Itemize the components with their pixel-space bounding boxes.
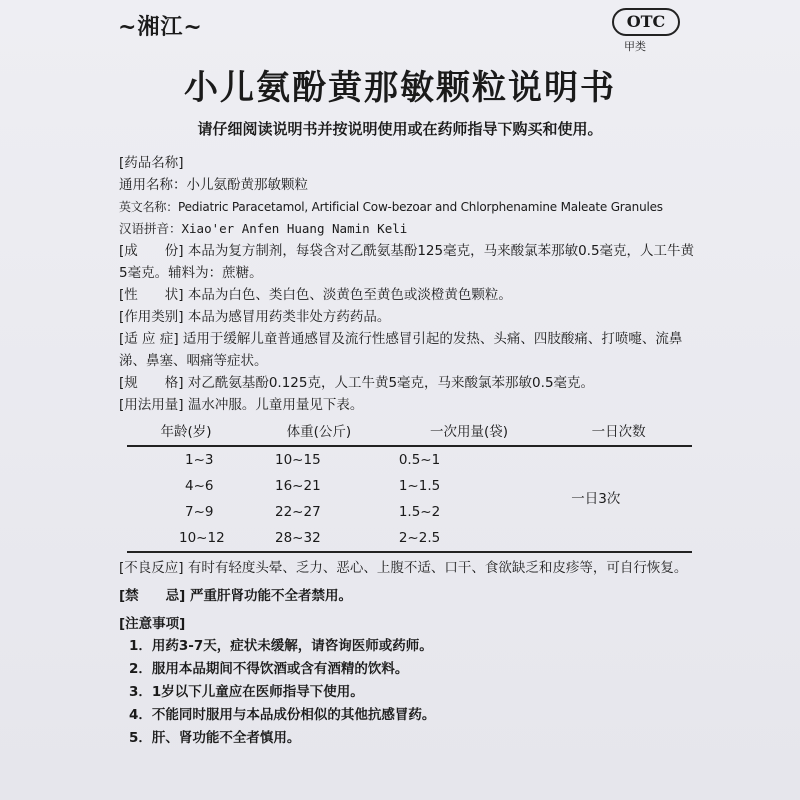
cell-dose: 0.5~1	[398, 452, 441, 468]
list-item: 5．肝、肾功能不全者慎用。	[129, 730, 301, 746]
table-row	[127, 446, 692, 473]
cell-dose: 1.5~2	[398, 504, 441, 520]
list-item: 1．用药3-7天，症状未缓解，请咨询医师或药师。	[129, 638, 433, 654]
otc-badge: OTC	[612, 8, 680, 36]
header-dose: 一次用量(袋)	[393, 420, 545, 446]
specification: [规 格] 对乙酰氨基酚0.125克，人工牛黄5毫克，马来酸氯苯那敏0.5毫克。	[119, 375, 595, 391]
page-subtitle: 请仔细阅读说明书并按说明使用或在药师指导下购买和使用。	[197, 120, 603, 138]
cell-dose: 1~1.5	[398, 478, 441, 494]
page-title: 小儿氨酚黄那敏颗粒说明书	[184, 68, 616, 108]
header-daily: 一日次数	[545, 420, 692, 446]
cell-weight: 28~32	[245, 525, 393, 552]
cell-daily-times: 一日3次	[545, 446, 692, 552]
notice-list	[119, 635, 699, 750]
cell-dose: 2~2.5	[393, 525, 545, 552]
notice-header: [注意事项]	[119, 616, 186, 632]
generic-name: 通用名称：小儿氨酚黄那敏颗粒	[119, 177, 308, 193]
list-item: 2．服用本品期间不得饮酒或含有酒精的饮料。	[129, 661, 409, 677]
cell-age: 1~3	[185, 452, 214, 468]
cell-age: 4~6	[185, 478, 214, 494]
composition: [成 份] 本品为复方制剂，每袋含对乙酰氨基酚125毫克，马来酸氯苯那敏0.5毫克，人工牛黄5毫克。辅料为：蔗糖。	[119, 243, 695, 281]
header-age: 年龄(岁)	[127, 420, 245, 446]
dosage-table	[127, 420, 692, 553]
adverse-reactions: [不良反应] 有时有轻度头晕、乏力、恶心、上腹不适、口干、食欲缺乏和皮疹等，可自行恢复。	[119, 560, 688, 576]
brand-logo: ~湘江~	[118, 14, 203, 40]
indications: [适 应 症] 适用于缓解儿童普通感冒及流行性感冒引起的发热、头痛、四肢酸痛、打喷嚏、流鼻涕、鼻塞、咽痛等症状。	[119, 331, 683, 369]
cell-age: 7~9	[185, 504, 214, 520]
dosage-table-header	[127, 420, 692, 446]
cell-weight: 10~15	[275, 452, 321, 468]
contraindications: [禁 忌] 严重肝肾功能不全者禁用。	[119, 588, 353, 604]
cell-age: 10~12	[127, 525, 245, 552]
character: [性 状] 本品为白色、类白色、淡黄色至黄色或淡橙黄色颗粒。	[119, 287, 512, 303]
english-name: 英文名称：Pediatric Paracetamol, Artificial Cow-bezoar and Chlorphenamine Maleate Granules	[119, 200, 663, 214]
pinyin-name: 汉语拼音：Xiao'er Anfen Huang Namin Keli	[119, 221, 408, 236]
leaflet-content	[119, 152, 699, 750]
cell-weight: 22~27	[275, 504, 321, 520]
drug-name-header: [药品名称]	[119, 155, 184, 171]
list-item: 4．不能同时服用与本品成份相似的其他抗感冒药。	[129, 707, 436, 723]
list-item: 3．1岁以下儿童应在医师指导下使用。	[129, 684, 364, 700]
otc-category: 甲类	[624, 40, 646, 53]
category: [作用类别] 本品为感冒用药类非处方药药品。	[119, 309, 391, 325]
cell-weight: 16~21	[275, 478, 321, 494]
usage: [用法用量] 温水冲服。儿童用量见下表。	[119, 397, 364, 413]
header-weight: 体重(公斤)	[245, 420, 393, 446]
